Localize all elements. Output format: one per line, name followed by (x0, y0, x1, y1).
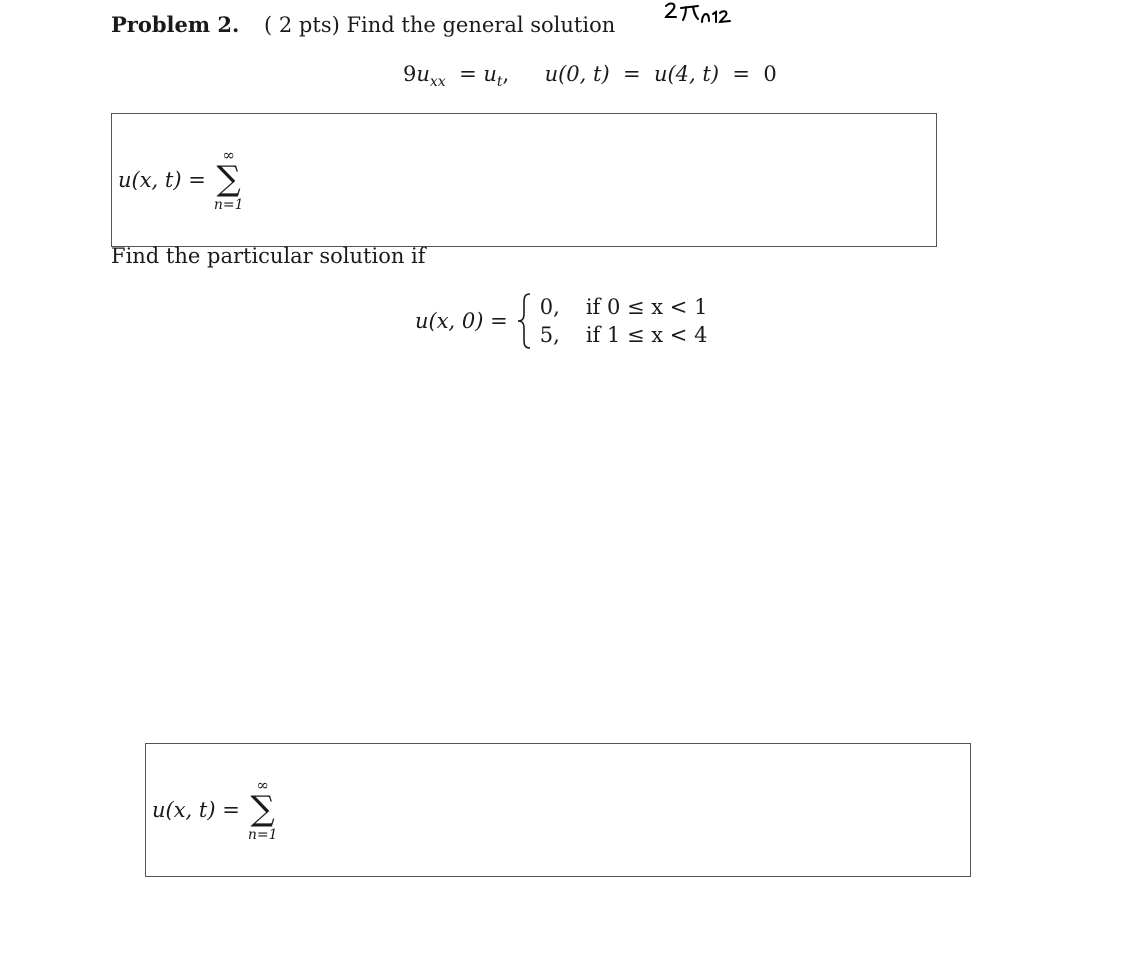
general-solution-answer-box[interactable] (111, 113, 937, 247)
eq-rhs-sub: t (496, 74, 503, 91)
bc-left: u(0, t) (544, 62, 610, 86)
eq-lhs-sub: xx (429, 74, 446, 91)
summation-symbol (214, 148, 244, 212)
eq-comma: , (502, 62, 510, 86)
series-expression (118, 144, 244, 216)
sum-lower-limit: n=1 (213, 197, 244, 213)
eq-rhs-var: u (483, 62, 497, 86)
eq-coefficient: 9 (403, 62, 417, 86)
problem-points: ( 2 pts) (264, 13, 340, 37)
left-brace-icon (516, 292, 532, 350)
initial-condition-lhs: u(x, 0) = (415, 309, 508, 333)
series-expression-2 (152, 774, 278, 846)
case-value-1: 0, (539, 295, 560, 319)
case-value-2: 5, (539, 323, 560, 347)
eq-equals: = (452, 62, 484, 86)
handwritten-annotation (664, 0, 736, 26)
particular-solution-answer-box[interactable] (145, 743, 971, 877)
sum-upper-limit: ∞ (222, 146, 235, 164)
problem-instruction: Find the general solution (346, 13, 616, 37)
problem-heading (111, 12, 615, 37)
sum-lower-limit-2: n=1 (247, 827, 278, 843)
bc-right: u(4, t) (653, 62, 720, 86)
initial-condition (415, 292, 707, 350)
series-lhs-2: u(x, t) = (152, 798, 240, 822)
case-condition-1: if 0 ≤ x < 1 (585, 295, 708, 319)
bc-equals-2: = (725, 62, 757, 86)
eq-lhs-var: u (416, 62, 430, 86)
problem-label: Problem 2. (111, 12, 240, 37)
summation-symbol-2 (248, 778, 278, 842)
sigma-icon: ∑ (216, 159, 241, 199)
case-condition-2: if 1 ≤ x < 4 (585, 323, 708, 347)
sigma-icon-2: ∑ (250, 789, 275, 829)
particular-instruction: Find the particular solution if (111, 244, 426, 268)
bc-equals-1: = (616, 62, 648, 86)
piecewise-cases (540, 294, 708, 348)
bc-value: 0 (763, 62, 777, 86)
heat-equation (403, 62, 777, 91)
series-lhs: u(x, t) = (118, 168, 206, 192)
sum-upper-limit-2: ∞ (256, 776, 269, 794)
